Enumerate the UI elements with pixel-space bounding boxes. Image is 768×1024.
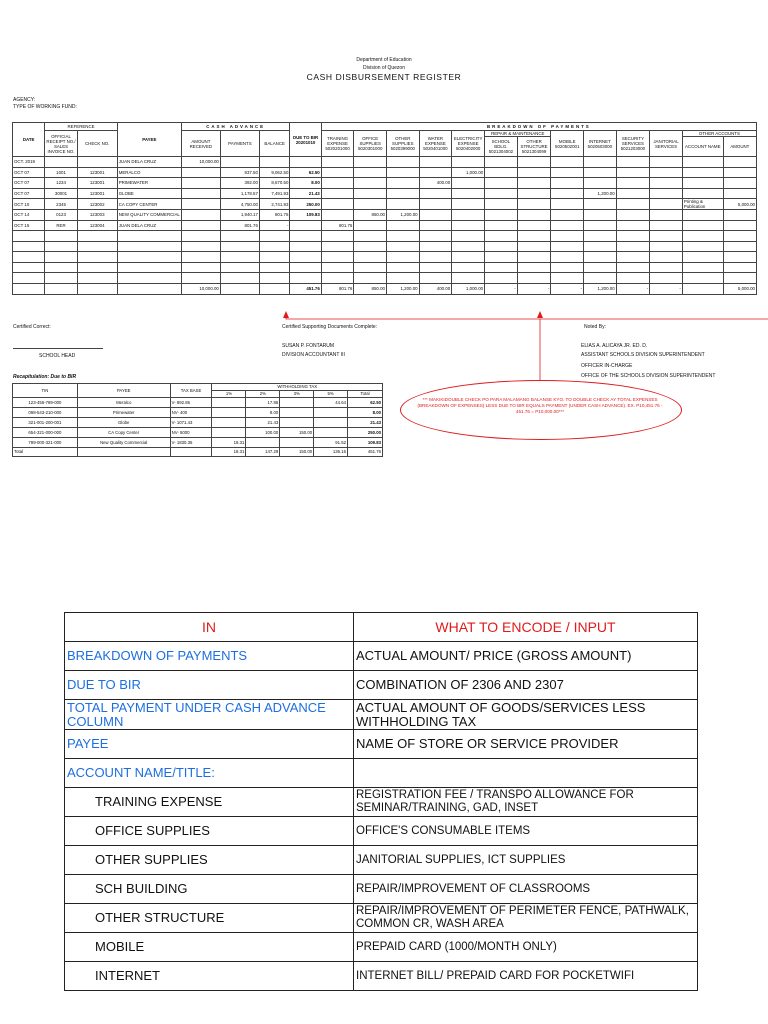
cell-or: 1001 [45, 167, 77, 178]
recap-total-p5: 136.16 [314, 448, 348, 457]
recap-cell-base: V- 892.86 [170, 398, 212, 408]
cell-balance: 8,670.50 [259, 178, 289, 189]
recap-cell-p3 [280, 408, 314, 418]
cell-bir: 8.00 [290, 178, 321, 189]
col-mobile: MOBILE 5020502001 [551, 131, 584, 157]
recap-cell-p5 [314, 418, 348, 428]
col-breakdown: BREAKDOWN OF PAYMENTS [321, 123, 756, 131]
recap-col-withholding: WITHHOLDING TAX [212, 384, 383, 391]
recap-row [13, 438, 383, 448]
col-official-receipt: OFFICIAL RECEIPT NO./ SALES INVOICE NO. [45, 131, 77, 157]
col-janitorial: JANITORIAL SERVICES [650, 131, 683, 157]
guide-what-cell: ACTUAL AMOUNT OF GOODS/SERVICES LESS WITHHOLDING TAX [354, 700, 698, 730]
recap-cell-tin: 098-543-210-000 [13, 408, 78, 418]
recap-col-tin: TIN [13, 384, 78, 398]
guide-row [65, 700, 698, 730]
cell-payments: 392.00 [220, 178, 259, 189]
division-name: Division of Quezon [363, 65, 405, 71]
cell-payee: PRIMEWATER [117, 178, 181, 189]
col-office-supplies: OFFICE SUPPLIES 5020301000 [354, 131, 387, 157]
recap-cell-base: V- 1071.43 [170, 418, 212, 428]
page-title: CASH DISBURSEMENT REGISTER [306, 72, 462, 82]
cell-payee: JUAN DELA CRUZ [117, 157, 181, 168]
cell-or: 30001 [45, 188, 77, 199]
total-janitorial: - [650, 283, 683, 294]
fund-label: TYPE OF WORKING FUND: [13, 104, 77, 110]
recap-cell-base: NV- 400 [170, 408, 212, 418]
recap-col-tax-base: TAX BASE [170, 384, 212, 398]
cell-bir: 109.83 [290, 210, 321, 221]
total-received: 10,000.00 [181, 283, 220, 294]
col-other-structure: OTHER STRUCTURE 5021304099 [517, 137, 551, 157]
total-water: 400.00 [419, 283, 452, 294]
cell-check: 123002 [77, 199, 117, 210]
cell-date: OCT 07 [13, 188, 45, 199]
recap-total-total: 451.76 [348, 448, 383, 457]
guide-row [65, 730, 698, 759]
cell-payments: 801.76 [220, 220, 259, 231]
recap-cell-p2: 17.86 [246, 398, 280, 408]
cell-payee: GLOBE [117, 188, 181, 199]
cell-payee: NEW QUALITY COMMERCIAL [117, 210, 181, 221]
col-electricity: ELECTRICITY EXPENSE 5020402000 [452, 131, 485, 157]
guide-in-cell: OTHER STRUCTURE [65, 904, 354, 933]
guide-what-cell: ACTUAL AMOUNT/ PRICE (GROSS AMOUNT) [354, 642, 698, 671]
encoding-guide-table [64, 612, 698, 991]
cell-bir: 62.50 [290, 167, 321, 178]
guide-row [65, 817, 698, 846]
cell-payments: 1,940.17 [220, 210, 259, 221]
agency-label: AGENCY: [13, 97, 36, 103]
guide-row [65, 904, 698, 933]
cell-date: OCT 10 [13, 199, 45, 210]
guide-in-cell: OTHER SUPPLIES [65, 846, 354, 875]
recap-total-label: Total [13, 448, 78, 457]
guide-row [65, 788, 698, 817]
asds-title-office: OFFICE OF THE SCHOOLS DIVISION SUPERINTENDENT [581, 373, 716, 379]
cell-payments: 937.50 [220, 167, 259, 178]
recap-cell-p1 [212, 418, 246, 428]
guide-in-cell: DUE TO BIR [65, 671, 354, 700]
col-check-no: CHECK NO. [77, 131, 117, 157]
guide-row [65, 933, 698, 962]
col-date: DATE [13, 123, 45, 157]
recap-col-total: Total [348, 391, 383, 398]
col-amount: AMOUNT [723, 137, 756, 157]
cell-payee: CA COPY CENTER [117, 199, 181, 210]
recap-cell-p2: 21.43 [246, 418, 280, 428]
guide-what-cell: REPAIR/IMPROVEMENT OF CLASSROOMS [354, 875, 698, 904]
total-other: 1,200.00 [386, 283, 419, 294]
noted-by-label: Noted By: [584, 324, 606, 330]
cell-balance: 7,491.93 [259, 188, 289, 199]
cell-or: 0123 [45, 210, 77, 221]
recap-col-5pct: 5% [314, 391, 348, 398]
recap-cell-total: 8.00 [348, 408, 383, 418]
signature-line [13, 348, 103, 349]
cell-check: 123004 [77, 220, 117, 231]
total-school: - [485, 283, 518, 294]
recap-cell-base: V- 1830.36 [170, 438, 212, 448]
guide-what-cell [354, 759, 698, 788]
accountant-name: SUSAN P. FONTARUM [282, 343, 335, 349]
recap-row [13, 398, 383, 408]
guide-in-cell: TOTAL PAYMENT UNDER CASH ADVANCE COLUMN [65, 700, 354, 730]
cell-office: 850.00 [354, 210, 387, 221]
cell-or: 1234 [45, 178, 77, 189]
recap-col-payee: PAYEE [77, 384, 170, 398]
col-repair: REPAIR & MAINTENANCE [485, 131, 551, 137]
guide-what-cell: OFFICE'S CONSUMABLE ITEMS [354, 817, 698, 846]
guide-what-cell: PREPAID CARD (1000/MONTH ONLY) [354, 933, 698, 962]
total-elec: 1,000.00 [452, 283, 485, 294]
recap-cell-total: 62.50 [348, 398, 383, 408]
cell-training: 801.76 [321, 220, 354, 231]
recap-row [13, 418, 383, 428]
recap-cell-payee: Meralco [77, 398, 170, 408]
cell-amount: 5,000.00 [723, 199, 756, 210]
recap-cell-payee: New Quality Commercial [77, 438, 170, 448]
total-office: 850.00 [354, 283, 387, 294]
recap-title: Recapitulation: Due to BIR [13, 374, 77, 380]
cell-water: 400.00 [419, 178, 452, 189]
cell-elec: 1,000.00 [452, 167, 485, 178]
recap-cell-p5: 44.64 [314, 398, 348, 408]
recap-cell-total: 250.00 [348, 428, 383, 438]
guide-what-cell: JANITORIAL SUPPLIES, ICT SUPPLIES [354, 846, 698, 875]
cell-or: RER [45, 220, 77, 231]
col-balance: BALANCE [259, 131, 289, 157]
cell-bir: 21.43 [290, 188, 321, 199]
cell-check: 123003 [77, 210, 117, 221]
asds-title-oic: OFFICER IN-CHARGE [581, 363, 633, 369]
cell-date: OCT 07 [13, 178, 45, 189]
recap-row [13, 408, 383, 418]
col-due-to-bir: DUE TO BIR 20201010 [290, 123, 321, 157]
asds-title: ASSISTANT SCHOOLS DIVISION SUPERINTENDENT [581, 352, 705, 358]
recap-cell-p3 [280, 398, 314, 408]
recap-total-p2: 147.29 [246, 448, 280, 457]
cell-other: 1,200.00 [386, 210, 419, 221]
total-internet: 1,200.00 [584, 283, 617, 294]
recap-cell-p5 [314, 428, 348, 438]
recap-cell-payee: CA Copy Center [77, 428, 170, 438]
recap-table [12, 383, 383, 457]
accountant-title: DIVISION ACCOUNTANT III [282, 352, 345, 358]
cell-received: 10,000.00 [181, 157, 220, 168]
guide-in-cell: MOBILE [65, 933, 354, 962]
guide-what-cell: REGISTRATION FEE / TRANSPO ALLOWANCE FOR SEMINAR/TRAINING, GAD, INSET [354, 788, 698, 817]
col-reference: REFERENCE [45, 123, 117, 131]
guide-in-cell: PAYEE [65, 730, 354, 759]
col-payments: PAYMENTS [220, 131, 259, 157]
cell-date: OCT 07 [13, 167, 45, 178]
cell-balance: 9,062.50 [259, 167, 289, 178]
cell-date: OCT. 2019 [13, 157, 45, 168]
recap-cell-p1 [212, 408, 246, 418]
cell-balance: 801.76 [259, 210, 289, 221]
recap-cell-p3 [280, 438, 314, 448]
col-school-bldg: SCHOOL BDLG. 5021304002 [485, 137, 518, 157]
recap-col-3pct: 3% [280, 391, 314, 398]
recap-row [13, 428, 383, 438]
recap-cell-payee: Globe [77, 418, 170, 428]
cell-check: 123001 [77, 178, 117, 189]
guide-in-cell: SCH BUILDING [65, 875, 354, 904]
department-name: Department of Education [356, 57, 412, 63]
guide-head-in: IN [65, 613, 354, 642]
guide-in-cell: INTERNET [65, 962, 354, 991]
guide-row [65, 846, 698, 875]
recap-col-2pct: 2% [246, 391, 280, 398]
recap-cell-p1 [212, 398, 246, 408]
col-other-accounts: OTHER ACCOUNTS [682, 131, 756, 137]
cell-date: OCT 14 [13, 210, 45, 221]
cell-balance: - [259, 220, 289, 231]
school-head-label: SCHOOL HEAD [39, 353, 76, 359]
col-other-supplies: OTHER SUPPLIES 5020399000 [386, 131, 419, 157]
guide-row [65, 759, 698, 788]
cell-balance: 2,741.93 [259, 199, 289, 210]
guide-in-cell: BREAKDOWN OF PAYMENTS [65, 642, 354, 671]
total-bir: 451.76 [290, 283, 321, 294]
certified-correct-label: Certified Correct: [13, 324, 51, 330]
col-internet: INTERNET 5020503000 [584, 131, 617, 157]
recap-col-1pct: 1% [212, 391, 246, 398]
asds-name: ELIAS A. ALICAYA JR. ED. D. [581, 343, 648, 349]
guide-in-cell: OFFICE SUPPLIES [65, 817, 354, 846]
cell-payments: 1,178.57 [220, 188, 259, 199]
guide-row [65, 671, 698, 700]
cell-check: 123001 [77, 188, 117, 199]
recap-cell-p3 [280, 418, 314, 428]
guide-what-cell: REPAIR/IMPROVEMENT OF PERIMETER FENCE, PATHWALK, COMMON CR, WASH AREA [354, 904, 698, 933]
recap-cell-total: 109.83 [348, 438, 383, 448]
recap-cell-p5: 91.52 [314, 438, 348, 448]
total-security: - [616, 283, 650, 294]
recap-cell-p1: 18.31 [212, 438, 246, 448]
col-payee: PAYEE [117, 123, 181, 157]
total-amount: 5,000.00 [723, 283, 756, 294]
col-amount-received: AMOUNT RECEIVED [181, 131, 220, 157]
total-structure: - [517, 283, 551, 294]
cell-bir: 250.00 [290, 199, 321, 210]
recap-total-p1: 18.31 [212, 448, 246, 457]
total-training: 801.76 [321, 283, 354, 294]
recap-total-p3: 150.00 [280, 448, 314, 457]
total-mobile: - [551, 283, 584, 294]
guide-row [65, 642, 698, 671]
guide-what-cell: INTERNET BILL/ PREPAID CARD FOR POCKETWIFI [354, 962, 698, 991]
cell-payee: JUAN DELA CRUZ [117, 220, 181, 231]
col-security: SECURITY SERVICES 5021203000 [616, 131, 650, 157]
cell-acct: Printing & Publication [682, 199, 723, 210]
col-cash-advance: CASH ADVANCE [181, 123, 290, 131]
recap-cell-p1 [212, 428, 246, 438]
recap-cell-tin: 654-321-000-000 [13, 428, 78, 438]
recap-cell-p2: 8.00 [246, 408, 280, 418]
cell-check: 123001 [77, 167, 117, 178]
recap-cell-p5 [314, 408, 348, 418]
col-water: WATER EXPENSE 5020401000 [419, 131, 452, 157]
guide-head-what: WHAT TO ENCODE / INPUT [354, 613, 698, 642]
guide-in-cell: ACCOUNT NAME/TITLE: [65, 759, 354, 788]
guide-in-cell: TRAINING EXPENSE [65, 788, 354, 817]
guide-what-cell: COMBINATION OF 2306 AND 2307 [354, 671, 698, 700]
recap-cell-base: NV- 5000 [170, 428, 212, 438]
recap-cell-tin: 123-456-789-000 [13, 398, 78, 408]
guide-row [65, 962, 698, 991]
recap-cell-payee: Primewater [77, 408, 170, 418]
recap-cell-p2: 100.00 [246, 428, 280, 438]
recap-total-row [13, 448, 383, 457]
recap-cell-p2 [246, 438, 280, 448]
guide-what-cell: NAME OF STORE OR SERVICE PROVIDER [354, 730, 698, 759]
cell-payments: 4,750.00 [220, 199, 259, 210]
certified-docs-label: Certified Supporting Documents Complete: [282, 324, 378, 330]
reminder-note: *** MAKIKIDOUBLE CHECK PO PARA MALAMANG BALANSE KYO. TO DOUBLE CHECK AY TOTAL EXPENSES (BREAKDOWN OF EXPENSES) LESS DUE TO BIR EQUALS PAYMENT (UNDER CASH ADVANCE). EX. P10,451.76 - 451.76 = P10,000.00*** [417, 397, 663, 414]
col-account-name: ACCOUNT NAME [682, 137, 723, 157]
recap-cell-p3: 150.00 [280, 428, 314, 438]
cell-internet: 1,200.00 [584, 188, 617, 199]
guide-row [65, 875, 698, 904]
recap-cell-total: 21.43 [348, 418, 383, 428]
cell-or: 2345 [45, 199, 77, 210]
recap-cell-tin: 321-001-200-001 [13, 418, 78, 428]
recap-cell-tin: 789-000-321-000 [13, 438, 78, 448]
col-training: TRAINING EXPENSE 5020201000 [321, 131, 354, 157]
cell-payee: MERALCO [117, 167, 181, 178]
cell-date: OCT 15 [13, 220, 45, 231]
annotation-arrow [0, 0, 768, 400]
